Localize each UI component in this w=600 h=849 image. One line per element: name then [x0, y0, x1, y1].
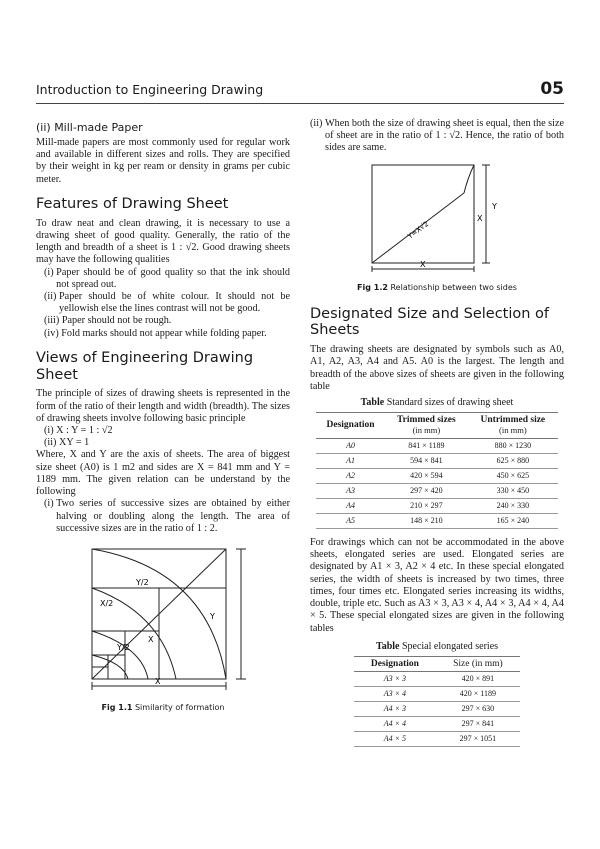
- table-row: A2 420 × 594 450 × 625: [316, 468, 558, 483]
- fig1-label-x-mid: X: [148, 635, 154, 645]
- right-column: [310, 118, 564, 747]
- list-item: (iv) Fold marks should not appear while folding paper.: [44, 327, 267, 339]
- col-designation: Designation: [354, 656, 436, 671]
- table-2-title: Table Special elongated series: [375, 640, 499, 652]
- table-row: A5 148 × 210 165 × 240: [316, 513, 558, 528]
- left-column: [36, 118, 290, 712]
- list-item: (ii) Paper should be of white colour. It should not be yellowish else the lines contrast will not be good.: [44, 291, 290, 315]
- table-row: A4 210 × 297 240 × 330: [316, 498, 558, 513]
- relationship-diagram: [310, 161, 564, 275]
- features-heading: Features of Drawing Sheet: [36, 195, 229, 212]
- qualities-list: [36, 267, 290, 340]
- table-header-row: [316, 412, 558, 438]
- figure-1-1-caption: Fig 1.1 Similarity of formation: [101, 703, 225, 713]
- standard-sizes-table: [316, 412, 558, 529]
- table-row: A3 297 × 420 330 × 450: [316, 483, 558, 498]
- table-row: A3 × 4 420 × 1189: [354, 686, 520, 701]
- similarity-diagram: [36, 543, 290, 695]
- designated-text: The drawing sheets are designated by symbols such as A0, A1, A2, A3, A4 and A5. A0 is the largest. The length and breadth of the above sizes of sheets are given in the following table: [310, 344, 564, 392]
- fig2-label-x-right: X: [477, 213, 483, 223]
- list-item: (iii) Paper should not be rough.: [44, 315, 172, 327]
- running-title: Introduction to Engineering Drawing: [36, 82, 264, 97]
- elongated-text: For drawings which can not be accommodated in the above sheets, elongated series are used. Elongated series are designated by A1 × 3, A2 × 4 etc. In these special elongated series, the width of sheets is increased by two times, three times, four times etc. Elongated series increasing its widths, double, triple etc. Such as A3 × 3, A3 × 4, A4 × 3, A4 × 4, A4 × 5. These special elongated sizes are given in the following tables: [310, 536, 564, 634]
- figure-1-1: [36, 543, 290, 712]
- figure-1-2-caption: Fig 1.2 Relationship between two sides: [357, 282, 517, 292]
- table-row: A4 × 3 297 × 630: [354, 701, 520, 716]
- col-untrimmed: Untrimmed size (in mm): [468, 412, 558, 438]
- series-item: (i) Two series of successive sizes are obtained by either halving or doubling along the length. The area of successive sizes are in the ratio of 1 : 2.: [44, 498, 290, 534]
- page-number: 05: [540, 79, 564, 99]
- col-designation: Designation: [316, 412, 385, 438]
- ratio-two: (ii) XY = 1: [44, 437, 90, 449]
- designated-heading: Designated Size and Selection of Sheets: [310, 305, 550, 339]
- table-header-row: [354, 656, 520, 671]
- table-row: A0 841 × 1189 880 × 1230: [316, 438, 558, 453]
- equal-sides-item: (ii) When both the size of drawing sheet is equal, then the size of sheet are in the ratio of 1 : √2. Hence, the ratio of both sides are same.: [310, 118, 564, 154]
- views-text: The principle of sizes of drawing sheets is represented in the form of the ratio of their length and width (breadth). The sizes of drawing sheets involve following basic principle: [36, 388, 290, 424]
- header-divider: [36, 103, 564, 104]
- col-trimmed: Trimmed sizes (in mm): [385, 412, 468, 438]
- fig2-label-diagonal: Y=X√2: [406, 219, 431, 241]
- features-text: To draw neat and clean drawing, it is necessary to use a drawing sheet of good quality. Generally, the ratio of the length and breadth of a sheet is 1 : √2. Good drawing sheets may have the following qualities: [36, 217, 290, 266]
- mill-made-heading: (ii) Mill-made Paper: [36, 121, 143, 134]
- figure-1-2: [310, 161, 564, 292]
- table-row: A4 × 4 297 × 841: [354, 716, 520, 731]
- fig1-label-y: Y: [210, 612, 215, 622]
- elongated-series-table: [354, 656, 520, 747]
- views-heading: Views of Engineering Drawing Sheet: [36, 349, 254, 383]
- table-row: A3 × 3 420 × 891: [354, 671, 520, 686]
- table-row: A1 594 × 841 625 × 880: [316, 453, 558, 468]
- fig1-label-x-bottom: X: [155, 677, 161, 687]
- fig2-label-x-bottom: X: [420, 259, 426, 269]
- table-1-title: Table Standard sizes of drawing sheet: [360, 396, 514, 408]
- col-size: Size (in mm): [436, 656, 520, 671]
- where-text: Where, X and Y are the axis of sheets. The area of biggest size sheet (A0) is 1 m2 and sides are X = 841 mm and Y = 1189 mm. The given relation can be understand by the following: [36, 449, 290, 498]
- ratio-one: (i) X : Y = 1 : √2: [44, 425, 113, 436]
- fig1-label-x-half: X/2: [100, 599, 114, 609]
- fig1-label-y-half-top: Y/2: [136, 578, 149, 588]
- fig1-label-y-half-inner: Y/2: [117, 643, 130, 653]
- fig2-label-y: Y: [492, 201, 497, 211]
- list-item: (i) Paper should be of good quality so that the ink should not spread out.: [44, 266, 290, 290]
- mill-made-text: Mill-made papers are most commonly used for regular work and available in different sizes and rolls. They are specified by their weight in kg per ream or density in grams per cubic meter.: [36, 137, 290, 185]
- table-row: A4 × 5 297 × 1051: [354, 731, 520, 746]
